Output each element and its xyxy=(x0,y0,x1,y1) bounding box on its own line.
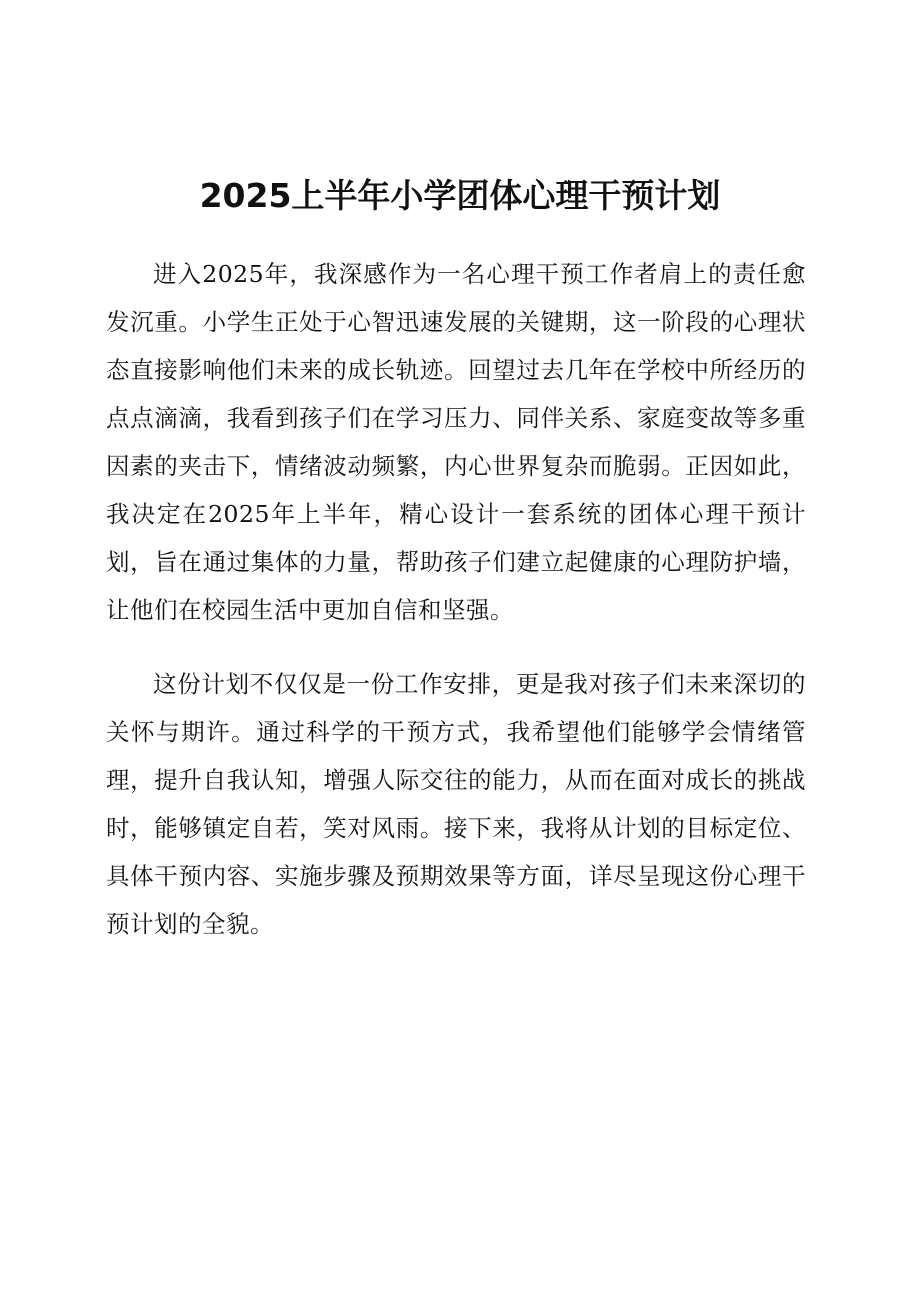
paragraph-purpose: 这份计划不仅仅是一份工作安排，更是我对孩子们未来深切的关怀与期许。通过科学的干预方式，我希望他们能够学会情绪管理，提升自我认知，增强人际交往的能力，从而在面对成长的挑战时，能够镇定自若，笑对风雨。接下来，我将从计划的目标定位、具体干预内容、实施步骤及预期效果等方面，详尽呈现这份心理干预计划的全貌。 xyxy=(106,670,806,938)
document-title: 2025上半年小学团体心理干预计划 xyxy=(199,176,721,215)
paragraph-intro: 进入2025年，我深感作为一名心理干预工作者肩上的责任愈发沉重。小学生正处于心智迅速发展的关键期，这一阶段的心理状态直接影响他们未来的成长轨迹。回望过去几年在学校中所经历的点点滴滴，我看到孩子们在学习压力、同伴关系、家庭变故等多重因素的夹击下，情绪波动频繁，内心世界复杂而脆弱。正因如此，我决定在2025年上半年，精心设计一套系统的团体心理干预计划，旨在通过集体的力量，帮助孩子们建立起健康的心理防护墙，让他们在校园生活中更加自信和坚强。 xyxy=(106,260,806,624)
